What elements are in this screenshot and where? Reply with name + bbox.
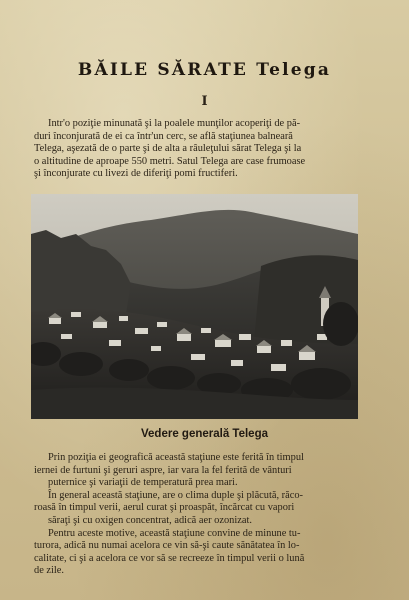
text-line: de zile.: [34, 565, 64, 577]
text-line: Pentru aceste motive, această staţiune convine de minune tu-: [48, 527, 301, 539]
text-line: În general această staţiune, are o clima duple şi plăcută, răco-: [48, 489, 304, 501]
text-line: şi înconjurate cu livezi de diferiţi pomi fructiferi.: [34, 168, 238, 180]
text-line: Prin poziţia ei geografică această staţiune este ferită în timpul: [48, 452, 304, 463]
text-line: săraţi şi cu oxigen concentrat, adică aer ozonizat.: [48, 514, 252, 526]
photo-caption: Vedere generală Telega: [141, 428, 268, 440]
text-line: o altitudine de aproape 550 metri. Satul Telega are case frumoase: [34, 155, 306, 167]
text-line: iernei de furtuni şi geruri aspre, iar vara la fel ferită de vânturi: [34, 464, 292, 476]
text-line: roasă în timpul verii, aerul curat şi proaspăt, încărcat cu vapori: [34, 502, 295, 514]
text-line: Intr'o poziţie minunată şi la poalele munţilor acoperiţi de pă-: [48, 118, 301, 129]
text-line: turora, adică nu numai acelora ce vin să-şi caute sănătatea în lo-: [34, 540, 300, 552]
text-line: duri înconjurată de ei ca într'un cerc, se află staţiunea balneară: [34, 130, 293, 142]
text-line: Telega, aşezată de o parte şi de alta a râuleţului sărat Telega şi la: [34, 143, 302, 155]
page-title: BĂILE SĂRATE Telega: [77, 60, 332, 80]
text-line: puternice şi variaţii de temperatură prea mari.: [48, 477, 238, 489]
intro-paragraph: [34, 118, 376, 181]
section-number: I: [201, 94, 208, 109]
body-paragraph: [34, 452, 376, 578]
landscape-photo: [31, 194, 358, 419]
text-line: calitate, ci şi a acelora ce vor să se recreeze în timpul verii o lună: [34, 552, 305, 564]
